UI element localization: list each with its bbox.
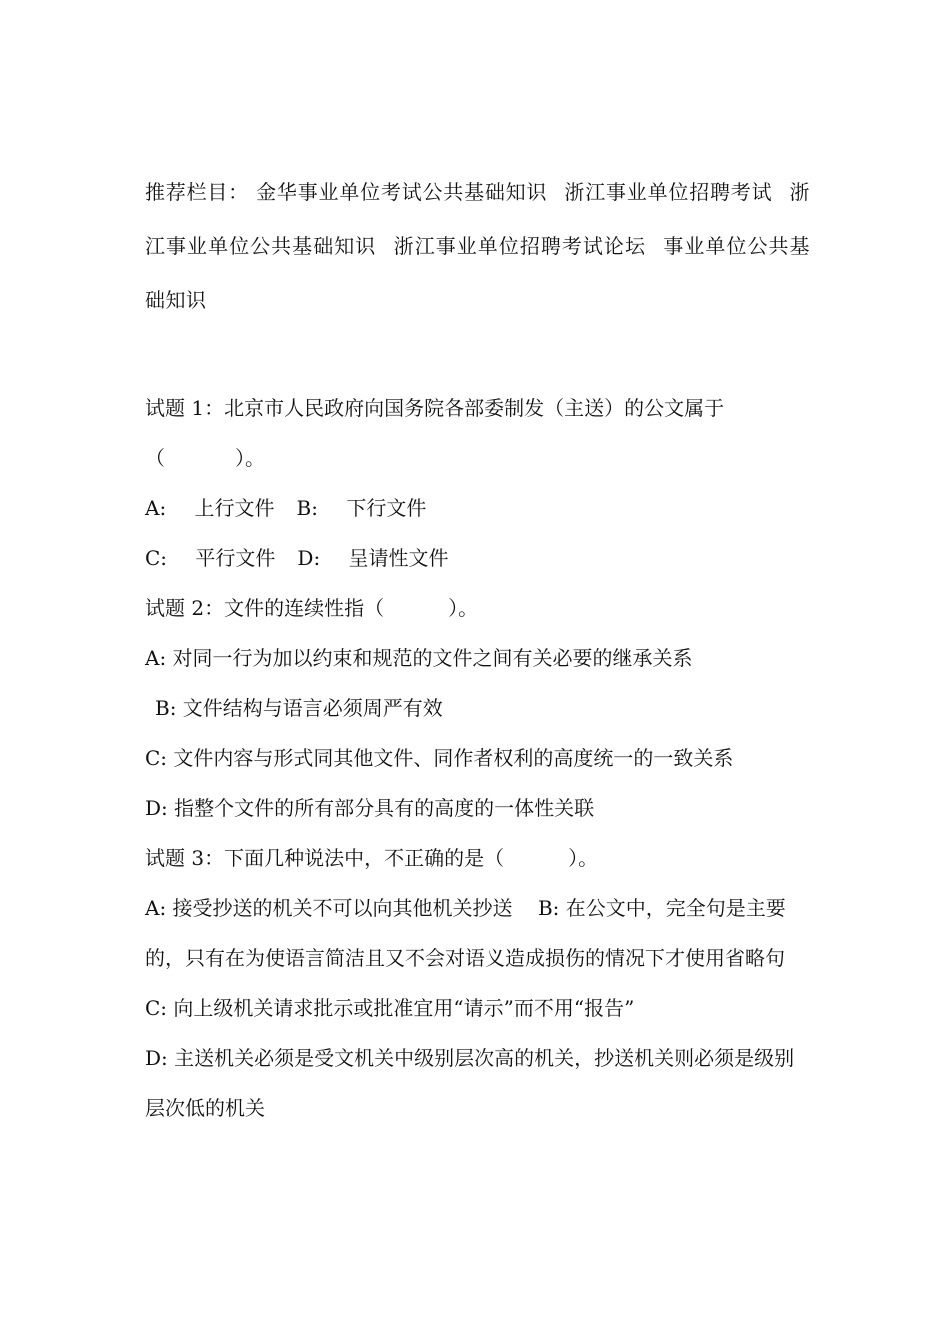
option-row xyxy=(145,883,810,983)
option-a[interactable]: A: 对同一行为加以约束和规范的文件之间有关必要的继承关系 xyxy=(145,646,693,670)
option-b[interactable]: B: 文件结构与语言必须周严有效 xyxy=(155,696,443,720)
option-row xyxy=(145,483,810,533)
question-3 xyxy=(145,833,810,1133)
option-a[interactable]: A: 上行文件 xyxy=(145,496,275,520)
recommend-link[interactable]: 浙江事业单位招聘考试 xyxy=(564,180,773,204)
option-a[interactable]: A: 接受抄送的机关不可以向其他机关抄送 xyxy=(145,896,513,920)
question-1 xyxy=(145,383,810,583)
document-page xyxy=(145,165,810,1133)
question-title: 试题 2：文件的连续性指（ ）。 xyxy=(145,596,479,620)
question-blank-line: （ ）。 xyxy=(145,446,265,470)
question-title: 试题 3：下面几种说法中，不正确的是（ ）。 xyxy=(145,846,599,870)
question-text: 试题 1：北京市人民政府向国务院各部委制发（主送）的公文属于 xyxy=(145,396,725,420)
option-d[interactable]: D: 指整个文件的所有部分具有的高度的一体性关联 xyxy=(145,796,595,820)
option-d[interactable]: D: 呈请性文件 xyxy=(297,546,449,570)
recommend-link[interactable]: 浙江事业单位招聘考试论坛 xyxy=(393,234,646,258)
option-c[interactable]: C: 平行文件 xyxy=(145,546,276,570)
option-c[interactable]: C: 文件内容与形式同其他文件、同作者权利的高度统一的一致关系 xyxy=(145,746,734,770)
spacer xyxy=(145,327,810,383)
question-2 xyxy=(145,583,810,833)
recommend-link[interactable]: 事业单位公共基础知识 xyxy=(145,234,811,312)
option-row xyxy=(145,533,810,583)
option-b[interactable]: B: 在公文中，完全句是主要的，只有在为使语言简洁且又不会对语义造成损伤的情况下才使用省略句 xyxy=(145,896,786,970)
recommend-label: 推荐栏目： xyxy=(145,180,249,204)
recommend-link[interactable]: 金华事业单位考试公共基础知识 xyxy=(256,180,548,204)
option-b[interactable]: B: 下行文件 xyxy=(296,496,427,520)
option-d[interactable]: D: 主送机关必须是受文机关中级别层次高的机关，抄送机关则必须是级别层次低的机关 xyxy=(145,1046,795,1120)
option-c[interactable]: C: 向上级机关请求批示或批准宜用“请示”而不用“报告” xyxy=(145,996,635,1020)
recommend-section xyxy=(145,165,810,327)
recommend-link[interactable]: 浙江事业单位公共基础知识 xyxy=(145,180,811,258)
question-title xyxy=(145,383,810,433)
